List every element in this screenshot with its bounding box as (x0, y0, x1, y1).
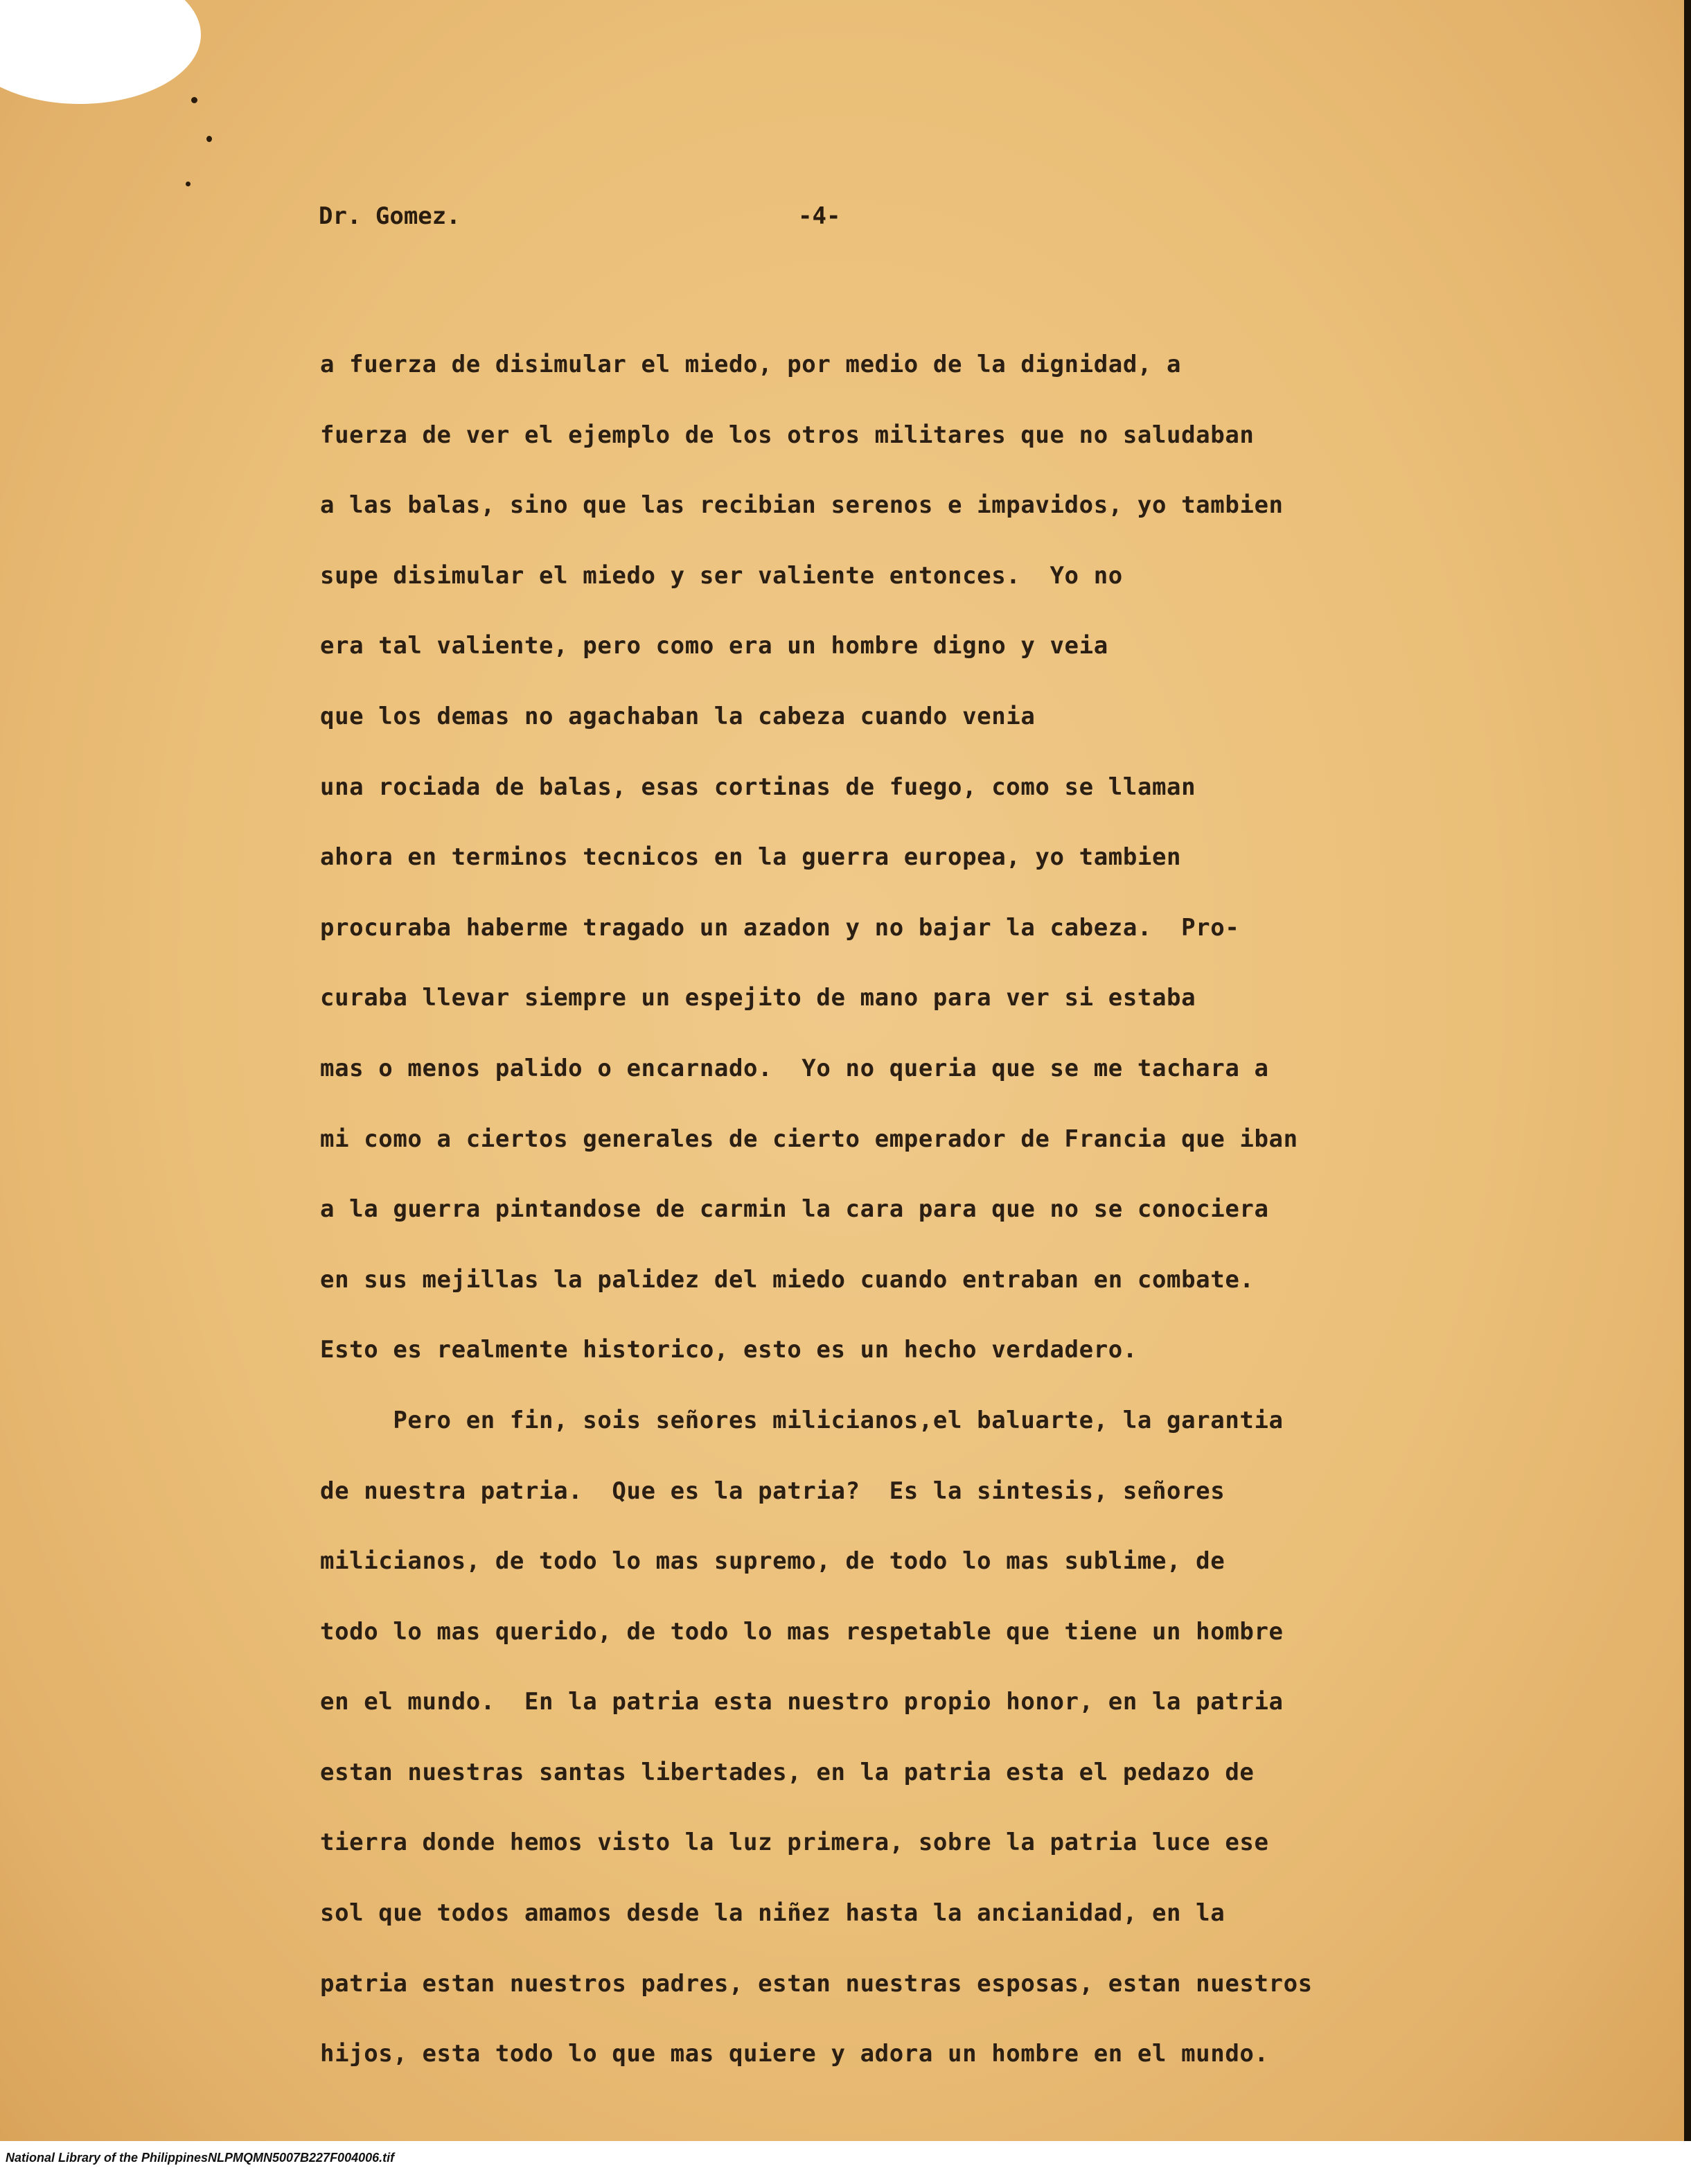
text-line: de nuestra patria. Que es la patria? Es la sintesis, señores (320, 1477, 1225, 1505)
addressee: Dr. Gomez. (319, 202, 461, 230)
text-line: a fuerza de disimular el miedo, por medio de la dignidad, a (320, 351, 1182, 378)
text-line: patria estan nuestros padres, estan nuestras esposas, estan nuestros (320, 1969, 1313, 1998)
text-line: curaba llevar siempre un espejito de mano para ver si estaba (320, 984, 1196, 1012)
text-line: una rociada de balas, esas cortinas de fuego, como se llaman (320, 773, 1196, 801)
text-line: hijos, esta todo lo que mas quiere y adora un hombre en el mundo. (320, 2040, 1269, 2068)
text-line: mi como a ciertos generales de cierto emperador de Francia que iban (320, 1125, 1298, 1153)
text-line: era tal valiente, pero como era un hombre digno y veia (320, 632, 1108, 660)
body-text (320, 344, 1539, 2104)
ink-speck (206, 136, 212, 142)
text-line: a las balas, sino que las recibian serenos e impavidos, yo tambien (320, 491, 1284, 520)
text-line: fuerza de ver el ejemplo de los otros militares que no saludaban (320, 421, 1255, 449)
page-number: -4- (798, 202, 841, 230)
ink-speck (186, 182, 191, 186)
text-line: sol que todos amamos desde la niñez hasta la ancianidad, en la (320, 1899, 1225, 1928)
text-line: ahora en terminos tecnicos en la guerra europea, yo tambien (320, 843, 1182, 872)
text-line: tierra donde hemos visto la luz primera, sobre la patria luce ese (320, 1829, 1269, 1857)
text-line: en sus mejillas la palidez del miedo cuando entraban en combate. (320, 1265, 1255, 1294)
ink-speck (191, 97, 197, 103)
text-line: supe disimular el miedo y ser valiente entonces. Yo no (320, 561, 1123, 590)
text-line: estan nuestras santas libertades, en la patria esta el pedazo de (320, 1758, 1255, 1786)
text-line: todo lo mas querido, de todo lo mas respetable que tiene un hombre (320, 1617, 1284, 1646)
text-line: milicianos, de todo lo mas supremo, de todo lo mas sublime, de (320, 1547, 1225, 1576)
text-line: mas o menos palido o encarnado. Yo no queria que se me tachara a (320, 1054, 1269, 1082)
text-line: en el mundo. En la patria esta nuestro propio honor, en la patria (320, 1688, 1284, 1716)
footer-bar (0, 2144, 1691, 2184)
text-line: Pero en fin, sois señores milicianos,el baluarte, la garantia (320, 1406, 1284, 1434)
page-header (319, 202, 1427, 244)
text-line: que los demas no agachaban la cabeza cuando venia (320, 702, 1036, 730)
torn-corner (0, 0, 201, 104)
text-line: a la guerra pintandose de carmin la cara para que no se conociera (320, 1195, 1269, 1224)
file-id: NLPMQMN5007B227F004006.tif (208, 2151, 395, 2165)
library-credit: National Library of the Philippines (6, 2151, 209, 2165)
text-line: procuraba haberme tragado un azadon y no bajar la cabeza. Pro- (320, 913, 1240, 942)
text-line: Esto es realmente historico, esto es un hecho verdadero. (320, 1336, 1137, 1364)
